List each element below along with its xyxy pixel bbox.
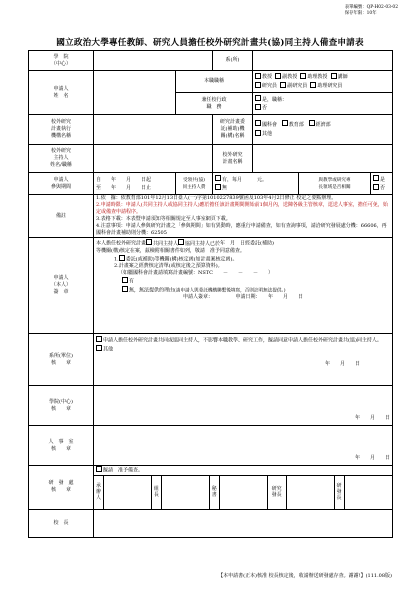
college-field[interactable] xyxy=(94,51,213,71)
note-deadline: 2.申請時限：申請人(共同主持人或協同主持人)應於擔任該計畫期間開始前1個月內，送陳各級主管核章，逕送人事室，擔任可免，始定或備查申請程序。 xyxy=(96,202,388,215)
checkbox-moe[interactable]: 教育部 xyxy=(282,122,304,128)
job-title-options xyxy=(253,71,393,93)
relevance-options xyxy=(371,173,393,195)
department-field[interactable] xyxy=(253,51,393,71)
checkbox-admin-no[interactable]: 否 xyxy=(255,105,267,111)
checkbox-other-funder[interactable]: 其他 xyxy=(255,131,272,137)
department-approval-date: 年 月 日 xyxy=(324,361,360,367)
plan-name-label: 校外研究 計畫名稱 xyxy=(213,145,253,173)
checkbox-has-budget[interactable]: 有 xyxy=(96,277,390,286)
rd-director-label: 研 發 長 xyxy=(334,476,344,509)
rd-section-chief-label: 組 長 xyxy=(151,476,161,509)
rd-vice-director-label: 研究 發長 xyxy=(267,476,286,509)
retention-period: 保存年限：10年 xyxy=(344,11,377,16)
relevance-label: 與教學或研究專 長領域是否相關 xyxy=(299,173,371,195)
pi-name-label: 校外研究 主持人 姓名/職稱 xyxy=(29,145,94,173)
notes-label: 備註 xyxy=(29,195,94,238)
rd-office-label: 研 發 處 核 章 xyxy=(29,466,94,510)
stipend-label: 受領共(協) 同主持人費 xyxy=(176,173,213,195)
attachment-1: 1. 委託(或補助)等機關(構)核定函(如計畫案核定函)。 xyxy=(114,256,238,262)
checkbox-associate-researcher[interactable]: 副研究員 xyxy=(280,83,307,89)
participation-period-label: 申請人 參與期間 xyxy=(29,173,94,195)
rd-vice-director-seal[interactable] xyxy=(286,476,334,509)
checkbox-researcher[interactable]: 研究員 xyxy=(255,83,277,89)
checkbox-stipend-yes[interactable]: 有，每月 元。 xyxy=(215,177,267,183)
hr-approval-label: 人 事 室 核 章 xyxy=(29,426,94,466)
executing-institution-label: 校外研究 計畫執行 機構名稱 xyxy=(29,115,94,145)
application-form xyxy=(28,50,393,538)
statement-line-1: 本人擔任校外研究計畫 共同主持人 協同主持人已於年 月 日經委託(補助) xyxy=(96,240,274,247)
checkbox-lecturer[interactable]: 講師 xyxy=(331,74,348,80)
rd-secretary-label: 秘 書 xyxy=(209,476,219,509)
note-download: 3.表格下載：本表暨申請須知等相關規定至人事室網頁下載。 xyxy=(96,216,231,222)
checkbox-admin-yes[interactable]: 是，職稱： xyxy=(255,97,287,103)
note-cautions: 4.注意事項：申請人參與研究計畫之「參與期間」如有異動時，應重行申請備查，如有查詢事項，請洽研究發展處分機：66606，再國科會計畫補助則分機：62505 xyxy=(96,223,387,236)
rd-director-seal[interactable] xyxy=(344,476,392,509)
department-approval-label: 系所(單位) 核 章 xyxy=(29,334,94,386)
admin-post-label: 兼任校行政 職 務 xyxy=(176,93,253,115)
checkbox-relevant-no[interactable]: 否 xyxy=(373,185,385,191)
checkbox-no-budget[interactable]: 無，無法提供的理由(請申請人與委託機構聯繫後填寫，否則註明無法提供。) xyxy=(96,286,390,295)
attachment-2-note: （如屬國科會計畫請填寫計畫編號：NSTC － － － ） xyxy=(118,270,273,276)
rd-staff-seal[interactable] xyxy=(104,476,152,509)
form-number: 表單編號：QP-H02-03-02 xyxy=(344,5,398,10)
admin-post-options xyxy=(253,93,393,115)
funding-agency-label: 研究計畫委 託(補助)機 關(構)名稱 xyxy=(213,115,253,145)
checkbox-dept-approve[interactable]: 申請人擔任校外研究計畫共同或協同主持人，不影響本職教學、研究工作，擬請同意申請人擔任校外研究計畫共(協)同主持人。 xyxy=(96,336,390,345)
applicant-signature-label: 申請人 （本人） 簽 章 xyxy=(29,238,94,334)
checkbox-nstc[interactable]: 國科會 xyxy=(255,122,277,128)
funding-agency-options xyxy=(253,115,393,145)
rd-section-chief-seal[interactable] xyxy=(161,476,209,509)
president-label: 校 長 xyxy=(29,509,94,537)
attachment-2: 2.計畫案之經費核定清單(或核定後之預算資料)。 xyxy=(114,263,223,269)
executing-institution-field[interactable] xyxy=(94,115,213,145)
checkbox-moea[interactable]: 經濟部 xyxy=(309,122,331,128)
college-label: 學 院 （中心） xyxy=(29,51,94,71)
statement-line-2: 等機關(構)核定在案，茲檢附相關書件如列，敬請 准予同意備查。 xyxy=(96,247,245,254)
applicant-name-label: 申請人 姓 名 xyxy=(29,71,94,115)
college-approval-date: 年 月 日 xyxy=(94,386,393,426)
checkbox-assistant-researcher[interactable]: 助理研究員 xyxy=(310,83,342,89)
checkbox-relevant-yes[interactable]: 是 xyxy=(373,177,385,183)
stipend-options xyxy=(213,173,299,195)
applicant-name-field[interactable] xyxy=(94,71,176,115)
applicant-statement xyxy=(94,238,393,334)
participation-period-field[interactable]: 自 年 月 日起 至 年 月 日止 xyxy=(94,173,176,195)
plan-name-field[interactable] xyxy=(253,145,393,173)
checkbox-rd-approve[interactable]: 擬請 准予備查。 xyxy=(94,466,393,476)
checkbox-dept-other[interactable]: 其他 xyxy=(96,345,390,354)
rd-secretary-seal[interactable] xyxy=(219,476,267,509)
form-meta xyxy=(345,5,398,17)
checkbox-stipend-no[interactable]: 無 xyxy=(215,185,227,191)
notes-content xyxy=(94,195,393,238)
checkbox-approval-letter[interactable] xyxy=(119,256,126,262)
page-title: 國立政治大學專任教師、研究人員擔任校外研究計畫共(協)同主持人備查申請表 xyxy=(56,38,364,48)
president-seal[interactable] xyxy=(94,509,393,537)
rd-signature-grid xyxy=(94,475,393,509)
job-title-label: 本職職稱 xyxy=(176,71,253,93)
note-basis: 1.依 據：依教育部101年12月13日臺人(一)字第1010227839號函及103年4月2日修正 校定之要點辦理。 xyxy=(96,195,337,201)
signature-and-date: 申請人簽章： 申請日期： 年 月 日 xyxy=(182,294,303,300)
department-approval xyxy=(94,334,393,386)
checkbox-associate-professor[interactable]: 副教授 xyxy=(275,74,297,80)
college-approval-label: 學院(中心) 核 章 xyxy=(29,386,94,426)
footer-note: 【本申請書(正本)核准 校長核定後，收請辦送研發處存查。謝謝!】(111.08版) xyxy=(218,573,392,579)
rd-staff-label: 承 辦 人 xyxy=(94,476,104,509)
checkbox-collab-pi[interactable]: 協同主持人已於 xyxy=(178,241,220,247)
checkbox-professor[interactable]: 教授 xyxy=(255,74,272,80)
department-label: 系(所) xyxy=(213,51,253,71)
checkbox-co-pi[interactable]: 共同主持人 xyxy=(146,241,178,247)
hr-approval-date: 年 月 日 xyxy=(94,426,393,466)
pi-name-field[interactable] xyxy=(94,145,213,173)
checkbox-assistant-professor[interactable]: 助理教授 xyxy=(300,74,327,80)
